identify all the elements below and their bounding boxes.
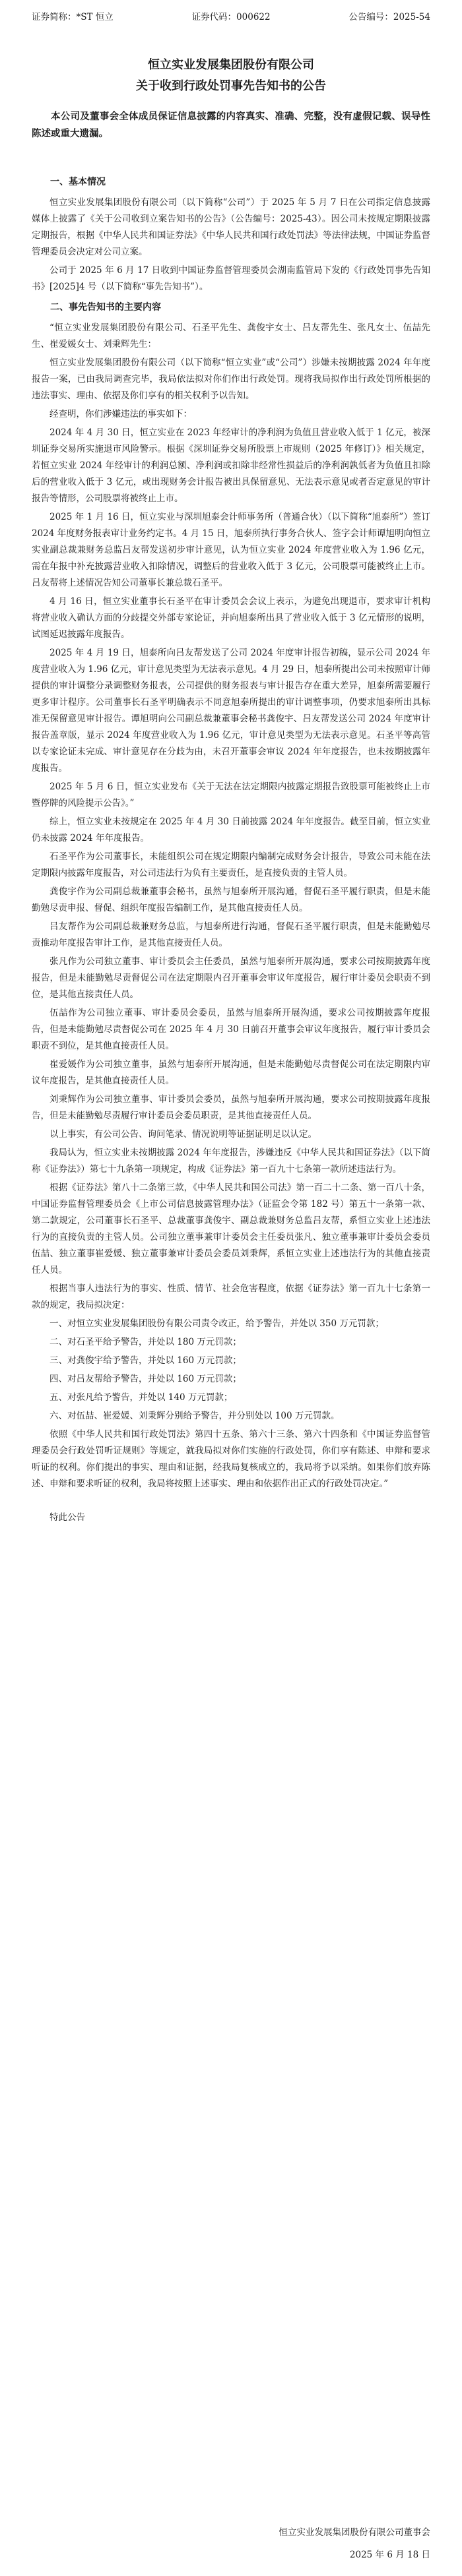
decision-item: 四、对吕友帮给予警告，并处以 160 万元罚款； — [50, 1374, 242, 1384]
announcement-body — [32, 170, 430, 1528]
paragraph: 2025 年 4 月 19 日，旭泰所向吕友帮发送了公司 2024 年度审计报告初稿，显示公司 2024 年度营业收入为 1.96 亿元，审计意见类型为无法表示意见。4 月 29 日，旭泰所提出公司未按照审计师提供的审计调整分录调整财务报表，公司提供的财务报表与审计报告存在重大差异，旭泰所需要履行更多审计程序。公司董事长石圣平明确表示不同意旭泰所提出的审计调整事项，仍要求旭泰所出具标准无保留意见审计报告。谭旭明向公司副总裁兼董事会秘书龚俊宇、吕友帮发送公司 2024 年度审计报告盖章版，显示 2024 年度营业收入为 1.96 亿元，审计意见类型为无法表示意见。石圣平等高管以专家论证未完成、审计意见存在分歧为由，未召开董事会审议 2024 年年度报告，也未按期披露年度报告。 — [32, 648, 430, 774]
signature-date: 2025 年 6 月 18 日 — [349, 2550, 430, 2560]
paragraph: 以上事实，有公司公告、询问笔录、情况说明等证据证明足以认定。 — [50, 1129, 317, 1140]
header-meta — [32, 9, 430, 22]
paragraph: 石圣平作为公司董事长，未能组织公司在规定期限内编制完成财务会计报告，导致公司未能在法定期限内披露年度报告，对公司违法行为负有主要责任，是直接负责的主管人员。 — [32, 851, 430, 878]
paragraph: 2024 年 4 月 30 日，恒立实业在 2023 年经审计的净利润为负值且营业收入低于 1 亿元，被深圳证券交易所实施退市风险警示。根据《深圳证券交易所股票上市规则（2025 年修订）》相关规定，若恒立实业 2024 年经审计的利润总额、净利润或扣除非经常性损益后的净利润孰低者为负值且扣除后的营业收入低于 3 亿元，或出现财务会计报告被出具保留意见、无法表示意见或者否定意见的审计报告等情形，公司股票将被终止上市。 — [32, 427, 430, 504]
signature-company: 恒立实业发展集团股份有限公司董事会 — [279, 2527, 430, 2538]
paragraph: 综上，恒立实业未按规定在 2025 年 4 月 30 日前披露 2024 年年度报告。截至目前，恒立实业仍未披露 2024 年年度报告。 — [32, 816, 430, 843]
announcement-title: 关于收到行政处罚事先告知书的公告 — [136, 79, 326, 93]
decision-item: 六、对伍喆、崔爱媛、刘秉辉分别给予警告，并分别处以 100 万元罚款。 — [50, 1411, 340, 1421]
paragraph: 刘秉辉作为公司独立董事、审计委员会委员，虽然与旭泰所开展沟通，要求公司按期披露年度报告，但是未能勤勉尽责履行审计委员会委员职责，是其他直接责任人员。 — [32, 1094, 430, 1121]
paragraph: 崔爱媛作为公司独立董事，虽然与旭泰所开展沟通，但是未能勤勉尽责督促公司在法定期限内审议年度报告，是其他直接责任人员。 — [32, 1059, 430, 1086]
paragraph: 公司于 2025 年 6 月 17 日收到中国证券监督管理委员会湖南监管局下发的《行政处罚事先告知书》[2025]4 号（以下简称“事先告知书”）。 — [32, 265, 430, 292]
stock-code: 证券代码：000622 — [191, 12, 271, 22]
paragraph: 依照《中华人民共和国行政处罚法》第四十五条、第六十三条、第六十四条和《中国证券监督管理委员会行政处罚听证规则》等规定，就我局拟对你们实施的行政处罚，你们享有陈述、申辩和要求听证的权利。你们提出的事实、理由和证据，经我局复核成立的，我局将予以采纳。如果你们放弃陈述、申辩和要求听证的权利，我局将按照上述事实、理由和依据作出正式的行政处罚决定。” — [32, 1429, 430, 1489]
paragraph: 伍喆作为公司独立董事、审计委员会委员，虽然与旭泰所开展沟通，要求公司按期披露年度报告，但是未能勤勉尽责督促公司在 2025 年 4 月 30 日前召开董事会审议年度报告，履行审计委员会职责不到位，是其他直接责任人员。 — [32, 1008, 430, 1051]
decision-item: 三、对龚俊宇给予警告，并处以 160 万元罚款； — [50, 1355, 242, 1366]
section-heading-basic-info: 一、基本情况 — [50, 177, 106, 187]
stock-abbreviation: 证券简称：*ST 恒立 — [32, 12, 114, 22]
company-title: 恒立实业发展集团股份有限公司 — [148, 58, 314, 72]
paragraph: 2025 年 1 月 16 日，恒立实业与深圳旭泰会计师事务所（普通合伙）（以下简称“旭泰所”）签订 2024 年度财务报表审计业务约定书。4 月 15 日，旭泰所执行事务合伙人、签字会计师谭旭明向恒立实业副总裁兼财务总监吕友帮发送初步审计意见，认为恒立实业 2024 年度营业收入为 1.96 亿元，需在年报中补充披露营业收入扣除情况，调整后的营业收入低于 3 亿元，公司股票可能被终止上市。吕友帮将上述情况告知公司董事长兼总裁石圣平。 — [32, 512, 430, 588]
paragraph: 2025 年 5 月 6 日，恒立实业发布《关于无法在法定期限内披露定期报告致股票可能被终止上市暨停牌的风险提示公告》。” — [32, 782, 430, 809]
paragraph: 张凡作为公司独立董事、审计委员会主任委员，虽然与旭泰所开展沟通，要求公司按期披露年度报告，但是未能勤勉尽责督促公司在法定期限内召开董事会审议年度报告，履行审计委员会职责不到位，是其他直接责任人员。 — [32, 956, 430, 1000]
paragraph: 根据当事人违法行为的事实、性质、情节、社会危害程度，依据《证券法》第一百九十七条第一款的规定，我局拟决定： — [32, 1283, 430, 1310]
paragraph: 4 月 16 日，恒立实业董事长石圣平在审计委员会会议上表示，为避免出现退市，要求审计机构将营业收入确认方面的分歧提交外部专家论证，并向旭泰所出具了营业收入低于 3 亿元情形的说明，试图延迟披露年度报告。 — [32, 596, 430, 640]
decision-item: 一、对恒立实业发展集团股份有限公司责令改正，给予警告，并处以 350 万元罚款； — [50, 1318, 384, 1329]
announcement-number: 公告编号：2025-54 — [348, 12, 430, 22]
paragraph: 龚俊宇作为公司副总裁兼董事会秘书，虽然与旭泰所开展沟通，督促石圣平履行职责，但是未能勤勉尽责申报、督促、组织年度报告编制工作，是其他直接责任人员。 — [32, 886, 430, 913]
board-guarantee-notice: 本公司及董事会全体成员保证信息披露的内容真实、准确、完整，没有虚假记载、误导性陈述或重大遗漏。 — [32, 111, 430, 139]
paragraph: 经查明，你们涉嫌违法的事实如下： — [50, 409, 192, 419]
paragraph: 我局认为，恒立实业未按期披露 2024 年年度报告，涉嫌违反《中华人民共和国证券法》（以下简称《证券法》）第七十九条第一项规定，构成《证券法》第一百九十七条第一款所述违法行为。 — [32, 1148, 430, 1175]
paragraph: 恒立实业发展集团股份有限公司（以下简称“公司”）于 2025 年 5 月 7 日在公司指定信息披露媒体上披露了《关于公司收到立案告知书的公告》（公告编号：2025-43）。因公司未按规定期限披露定期报告，根据《中华人民共和国证券法》《中华人民共和国行政处罚法》等法律法规，中国证券监督管理委员会决定对公司立案。 — [32, 197, 430, 257]
paragraph: 根据《证券法》第八十二条第三款，《中华人民共和国公司法》第一百二十二条、第一百八十条，中国证券监督管理委员会《上市公司信息披露管理办法》（证监会令第 182 号）第五十一条第一款、第二款规定，公司董事长石圣平、总裁董事龚俊宇、副总裁兼财务总监吕友帮，系恒立实业上述违法行为的直接负责的主管人员。公司独立董事兼审计委员会主任委员张凡、独立董事兼审计委员会委员伍喆、独立董事崔爱媛、独立董事兼审计委员会委员刘秉辉，系恒立实业上述违法行为的其他直接责任人员。 — [32, 1182, 430, 1275]
decision-item: 五、对张凡给予警告，并处以 140 万元罚款； — [50, 1392, 233, 1403]
paragraph: “恒立实业发展集团股份有限公司、石圣平先生、龚俊宇女士、吕友帮先生、张凡女士、伍喆先生、崔爱媛女士、刘秉辉先生： — [32, 322, 430, 350]
paragraph: 恒立实业发展集团股份有限公司（以下简称“恒立实业”或“公司”）涉嫌未按期披露 2024 年年度报告一案，已由我局调查完毕，我局依法拟对你们作出行政处罚。现将我局拟作出行政处罚所根据的违法事实、理由、依据及你们享有的相关权利予以告知。 — [32, 357, 430, 401]
closing-text: 特此公告 — [50, 1512, 85, 1523]
decision-item: 二、对石圣平给予警告，并处以 180 万元罚款； — [50, 1337, 242, 1347]
section-heading-notice-content: 二、事先告知书的主要内容 — [50, 302, 161, 313]
paragraph: 吕友帮作为公司副总裁兼财务总监，与旭泰所进行沟通，督促石圣平履行职责，但是未能勤勉尽责推动年度报告审计工作，是其他直接责任人员。 — [32, 921, 430, 948]
